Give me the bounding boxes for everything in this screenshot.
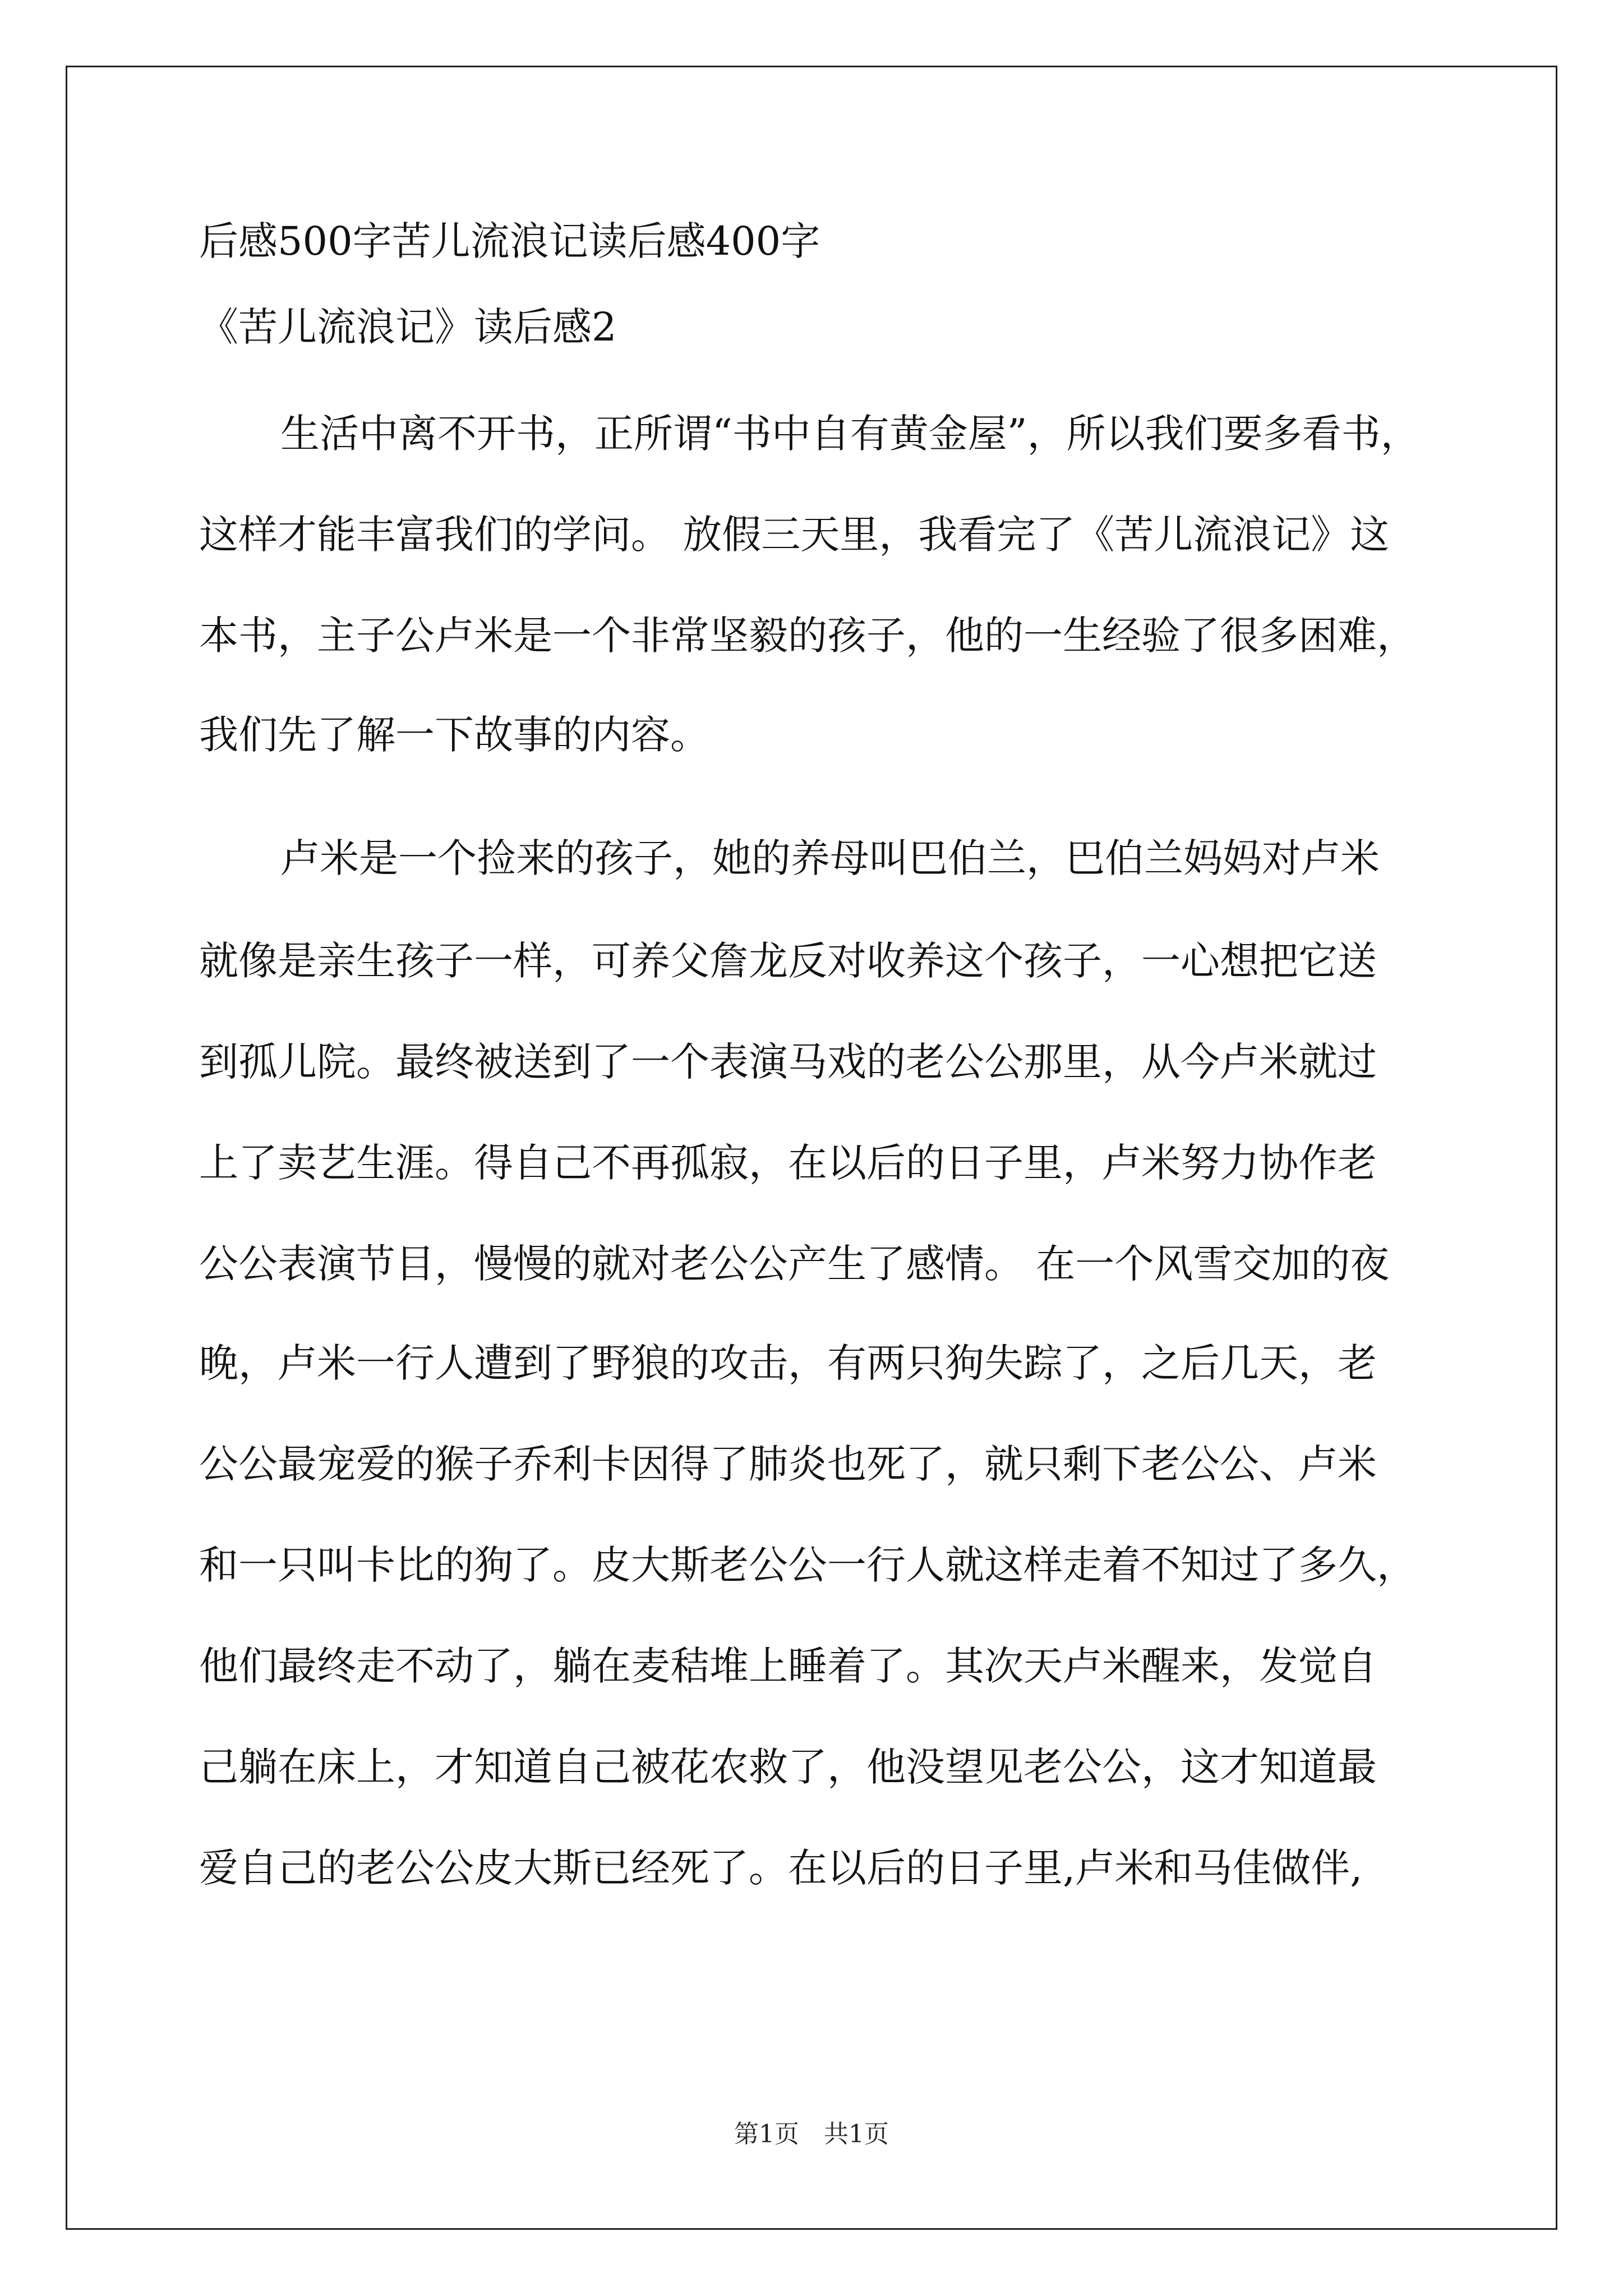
paragraph-line: 本书，主子公卢米是一个非常坚毅的孩子，他的一生经验了很多困难，	[199, 613, 1416, 659]
paragraph-line: 爱自己的老公公皮大斯已经死了。在以后的日子里,卢米和马佳做伴,	[199, 1845, 1363, 1891]
paragraph-line: 晚，卢米一行人遭到了野狼的攻击，有两只狗失踪了，之后几天，老	[199, 1340, 1377, 1386]
paragraph-line: 卢米是一个捡来的孩子，她的养母叫巴伯兰，巴伯兰妈妈对卢米	[280, 835, 1380, 881]
paragraph-line: 就像是亲生孩子一样，可养父詹龙反对收养这个孩子，一心想把它送	[199, 938, 1377, 984]
document-line: 后感500字苦儿流浪记读后感400字	[199, 218, 820, 264]
paragraph-line: 生活中离不开书，正所谓“书中自有黄金屋”，所以我们要多看书，	[280, 411, 1420, 457]
paragraph-line: 公公表演节目，慢慢的就对老公公产生了感情。 在一个风雪交加的夜	[199, 1241, 1390, 1287]
paragraph-line: 上了卖艺生涯。得自己不再孤寂，在以后的日子里，卢米努力协作老	[199, 1140, 1377, 1186]
paragraph-line: 和一只叫卡比的狗了。皮大斯老公公一行人就这样走着不知过了多久，	[199, 1542, 1416, 1588]
document-line: 《苦儿流浪记》读后感2	[199, 304, 617, 350]
paragraph-line: 我们先了解一下故事的内容。	[199, 712, 709, 758]
paragraph-line: 到孤儿院。最终被送到了一个表演马戏的老公公那里，从今卢米就过	[199, 1039, 1377, 1085]
paragraph-line: 这样才能丰富我们的学问。 放假三天里，我看完了《苦儿流浪记》这	[199, 512, 1390, 558]
page-number-footer: 第1页 共1页	[734, 2120, 889, 2148]
paragraph-line: 己躺在床上，才知道自己被花农救了，他没望见老公公，这才知道最	[199, 1744, 1377, 1790]
paragraph-line: 他们最终走不动了，躺在麦秸堆上睡着了。其次天卢米醒来，发觉自	[199, 1643, 1377, 1689]
paragraph-line: 公公最宠爱的猴子乔利卡因得了肺炎也死了，就只剩下老公公、卢米	[199, 1441, 1377, 1487]
